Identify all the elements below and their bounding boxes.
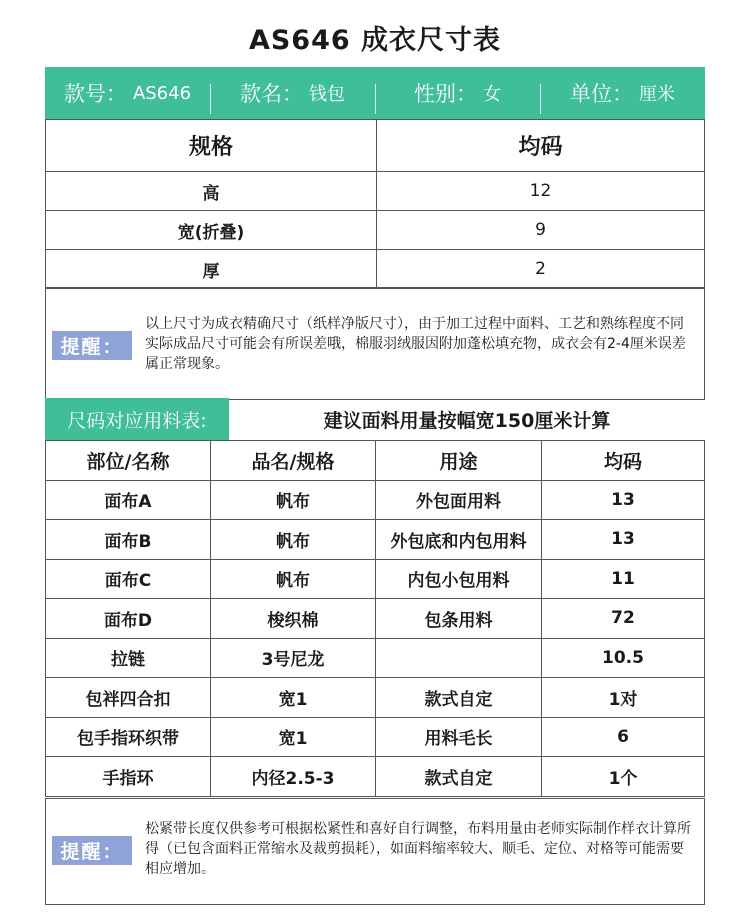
gender-label: 性别： — [414, 82, 477, 106]
material-cell: 外包面用料 — [376, 480, 542, 520]
size-table-header — [46, 120, 705, 172]
reminder-box-1 — [45, 287, 705, 400]
table-row — [46, 638, 705, 678]
material-cell: 帆布 — [211, 480, 376, 520]
size-row-value: 2 — [377, 250, 705, 289]
table-row — [46, 172, 705, 211]
material-header-part: 部位/名称 — [46, 441, 211, 481]
reminder-text: 以上尺寸为成衣精确尺寸（纸样净版尺寸），由于加工过程中面料、工艺和熟练程度不同实际成品尺寸可能会有所误差哦，棉服羽绒服因附加蓬松填充物，成衣会有2-4厘米误差属正常现象。 — [145, 316, 686, 372]
material-cell: 包袢四合扣 — [46, 678, 211, 718]
table-row — [46, 678, 705, 718]
size-row-value: 9 — [377, 211, 705, 250]
material-cell: 宽1 — [211, 717, 376, 757]
material-cell — [376, 638, 542, 678]
table-row — [46, 559, 705, 599]
material-cell: 帆布 — [211, 559, 376, 599]
material-cell: 包手指环织带 — [46, 717, 211, 757]
table-row — [46, 599, 705, 639]
info-bar — [45, 67, 705, 119]
material-cell: 帆布 — [211, 520, 376, 560]
reminder-tag: 提醒： — [52, 331, 132, 360]
material-header-usage: 用途 — [376, 441, 542, 481]
material-cell: 13 — [542, 520, 705, 560]
material-table-header — [46, 441, 705, 481]
table-row — [46, 480, 705, 520]
material-cell: 面布C — [46, 559, 211, 599]
table-row — [46, 250, 705, 289]
unit-value: 厘米 — [639, 84, 675, 105]
page-title: AS646 成衣尺寸表 — [248, 25, 502, 56]
material-cell: 面布B — [46, 520, 211, 560]
table-row — [46, 211, 705, 250]
size-row-label: 高 — [46, 172, 377, 211]
material-cell: 款式自定 — [376, 678, 542, 718]
material-cell: 内包小包用料 — [376, 559, 542, 599]
material-cell: 梭织棉 — [211, 599, 376, 639]
style-no-label: 款号： — [63, 82, 127, 106]
material-header-spec: 品名/规格 — [211, 441, 376, 481]
material-table — [45, 440, 705, 797]
material-cell: 1个 — [542, 757, 705, 797]
unit-cell — [540, 78, 705, 108]
size-row-label: 厚 — [46, 250, 377, 289]
material-cell: 72 — [542, 599, 705, 639]
gender-value: 女 — [483, 84, 501, 105]
name-value: 钱包 — [309, 84, 345, 105]
reminder-tag: 提醒： — [52, 836, 132, 865]
style-no-value: AS646 — [132, 82, 192, 104]
name-label: 款名： — [240, 82, 303, 106]
material-cell: 1对 — [542, 678, 705, 718]
style-no-cell — [45, 78, 210, 108]
size-row-label: 宽(折叠) — [46, 211, 377, 250]
table-row — [46, 520, 705, 560]
gender-cell — [375, 78, 540, 108]
size-header-spec: 规格 — [46, 120, 377, 172]
material-cell: 面布D — [46, 599, 211, 639]
material-cell: 拉链 — [46, 638, 211, 678]
material-cell: 用料毛长 — [376, 717, 542, 757]
unit-label: 单位： — [570, 82, 633, 106]
material-cell: 6 — [542, 717, 705, 757]
material-note: 建议面料用量按幅宽150厘米计算 — [323, 409, 611, 432]
material-cell: 3号尼龙 — [211, 638, 376, 678]
material-cell: 款式自定 — [376, 757, 542, 797]
reminder-box-2 — [45, 798, 705, 905]
material-cell: 面布A — [46, 480, 211, 520]
material-cell: 手指环 — [46, 757, 211, 797]
reminder-text: 松紧带长度仅供参考可根据松紧性和喜好自行调整，布料用量由老师实际制作样衣计算所得（已包含面料正常缩水及裁剪损耗），如面料缩率较大、顺毛、定位、对格等可能需要相应增加。 — [145, 821, 691, 877]
material-cell: 外包底和内包用料 — [376, 520, 542, 560]
material-cell: 11 — [542, 559, 705, 599]
size-table — [45, 119, 705, 289]
material-header-onesize: 均码 — [542, 441, 705, 481]
size-header-onesize: 均码 — [377, 120, 705, 172]
material-cell: 包条用料 — [376, 599, 542, 639]
material-cell: 宽1 — [211, 678, 376, 718]
material-badge: 尺码对应用料表: — [45, 398, 229, 440]
material-section-header — [45, 398, 705, 440]
material-cell: 内径2.5-3 — [211, 757, 376, 797]
table-row — [46, 717, 705, 757]
material-cell: 13 — [542, 480, 705, 520]
table-row — [46, 757, 705, 797]
size-row-value: 12 — [377, 172, 705, 211]
name-cell — [210, 78, 375, 108]
material-cell: 10.5 — [542, 638, 705, 678]
